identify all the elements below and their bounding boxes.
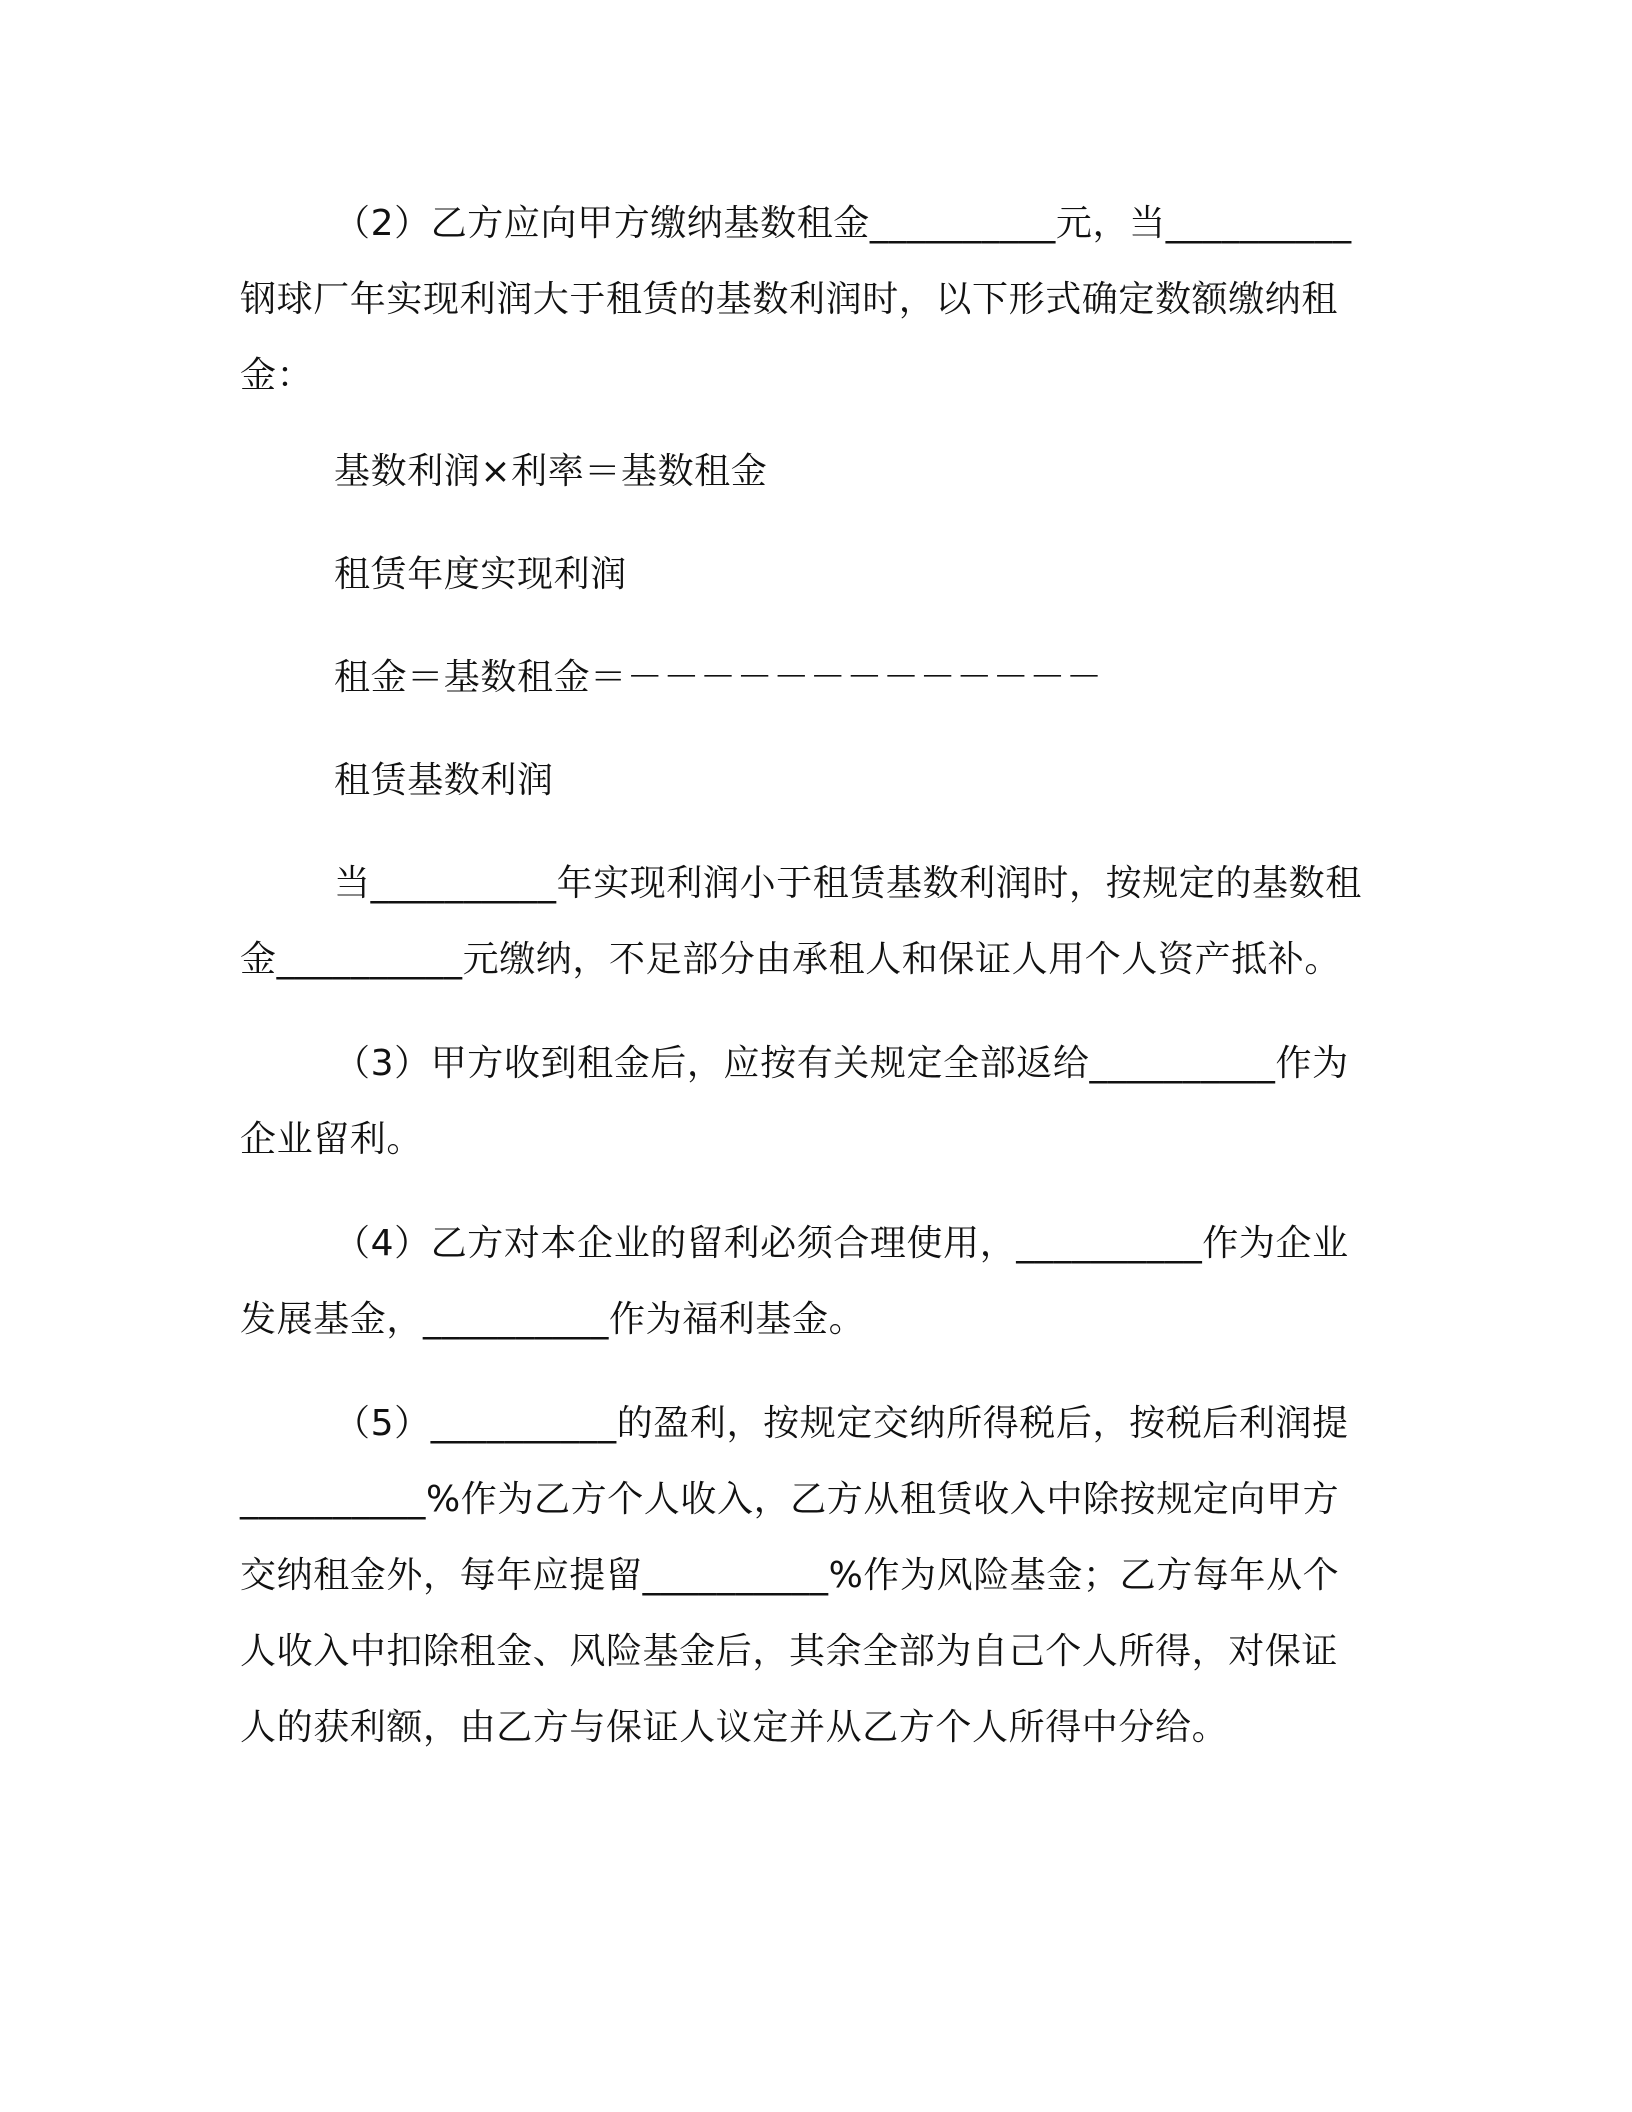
formula-denominator: 租赁基数利润	[334, 760, 554, 801]
clause-5-line-5: 人的获利额，由乙方与保证人议定并从乙方个人所得中分给。	[240, 1707, 1229, 1748]
clause-3-line-1: （3）甲方收到租金后，应按有关规定全部返给__________作为	[334, 1043, 1349, 1084]
clause-2-line-3: 金：	[240, 355, 314, 396]
formula-rent: 租金＝基数租金＝－－－－－－－－－－－－－	[334, 657, 1103, 698]
formula-base-rent: 基数利润×利率＝基数租金	[334, 451, 768, 492]
clause-3-line-2: 企业留利。	[240, 1119, 424, 1160]
shortfall-line-1: 当__________年实现利润小于租赁基数利润时，按规定的基数租	[334, 863, 1362, 904]
clause-5-line-3: 交纳租金外，每年应提留__________%作为风险基金；乙方每年从个	[240, 1555, 1340, 1596]
clause-4-line-2: 发展基金，__________作为福利基金。	[240, 1299, 866, 1340]
formula-numerator: 租赁年度实现利润	[334, 554, 627, 595]
clause-5-line-1: （5）__________的盈利，按规定交纳所得税后，按税后利润提	[334, 1403, 1349, 1444]
clause-4-line-1: （4）乙方对本企业的留利必须合理使用，__________作为企业	[334, 1223, 1349, 1264]
clause-2-line-1: （2）乙方应向甲方缴纳基数租金__________元，当__________	[334, 203, 1352, 244]
clause-5-line-2: __________%作为乙方个人收入，乙方从租赁收入中除按规定向甲方	[240, 1479, 1340, 1520]
clause-2-line-2: 钢球厂年实现利润大于租赁的基数利润时，以下形式确定数额缴纳租	[240, 279, 1339, 320]
shortfall-line-2: 金__________元缴纳，不足部分由承租人和保证人用个人资产抵补。	[240, 939, 1341, 980]
clause-5-line-4: 人收入中扣除租金、风险基金后，其余全部为自己个人所得，对保证	[240, 1631, 1339, 1672]
